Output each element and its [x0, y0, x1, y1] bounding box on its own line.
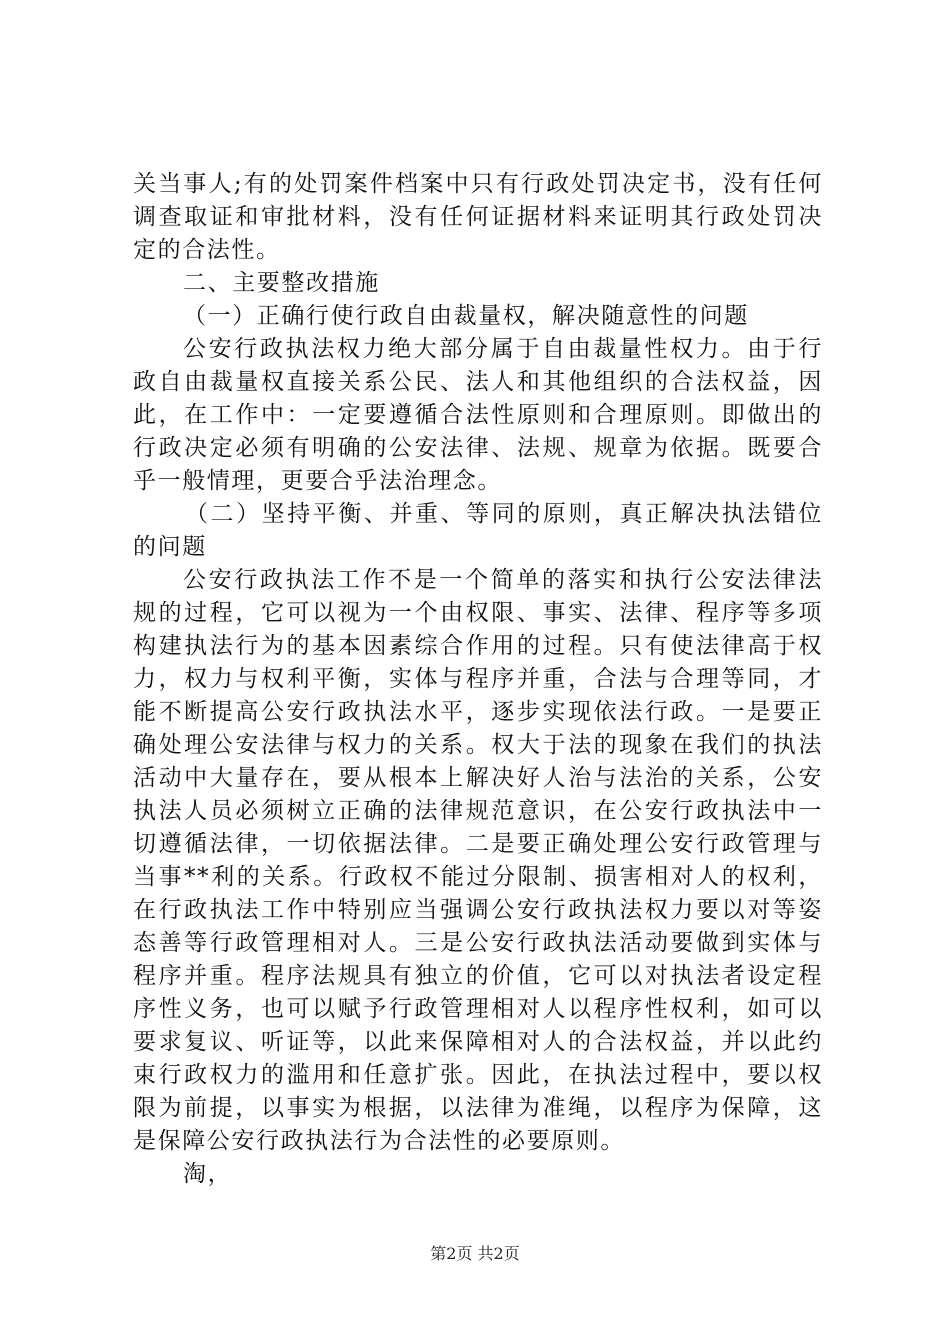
subsection-heading: （一）正确行使行政自由裁量权，解决随意性的问题 — [183, 303, 749, 329]
text-line: 是保障公安行政执法行为合法性的必要原则。 — [133, 1128, 625, 1154]
text-line: 程序并重。程序法规具有独立的价值，它可以对执法者设定程 — [133, 963, 823, 989]
section-heading: 二、主要整改措施 — [183, 270, 380, 296]
subsection-heading-continued: 的问题 — [133, 534, 207, 560]
text-line: 调查取证和审批材料，没有任何证据材料来证明其行政处罚决 — [133, 204, 823, 230]
text-line: 限为前提，以事实为根据，以法律为准绳，以程序为保障，这 — [133, 1095, 823, 1121]
text-line: 当事**利的关系。行政权不能过分限制、损害相对人的权利， — [133, 864, 823, 890]
text-line: 执法人员必须树立正确的法律规范意识，在公安行政执法中一 — [133, 798, 823, 824]
text-line: 构建执法行为的基本因素综合作用的过程。只有使法律高于权 — [133, 633, 823, 659]
text-line: 序性义务，也可以赋予行政管理相对人以程序性权利，如可以 — [133, 996, 823, 1022]
text-line: 政自由裁量权直接关系公民、法人和其他组织的合法权益，因 — [133, 369, 823, 395]
text-line: 确处理公安法律与权力的关系。权大于法的现象在我们的执法 — [133, 732, 823, 758]
text-line: 能不断提高公安行政执法水平，逐步实现依法行政。一是要正 — [133, 699, 823, 725]
text-line: 束行政权力的滥用和任意扩张。因此，在执法过程中，要以权 — [133, 1062, 823, 1088]
text-line: 公安行政执法工作不是一个简单的落实和执行公安法律法 — [183, 567, 823, 593]
text-line: 此，在工作中：一定要遵循合法性原则和合理原则。即做出的 — [133, 402, 823, 428]
text-line: 淘， — [183, 1161, 233, 1187]
text-line: 关当事人;有的处罚案件档案中只有行政处罚决定书，没有任何 — [133, 171, 823, 197]
text-line: 在行政执法工作中特别应当强调公安行政执法权力要以对等姿 — [133, 897, 823, 923]
text-line: 力，权力与权利平衡，实体与程序并重，合法与合理等同，才 — [133, 666, 823, 692]
text-line: 切遵循法律，一切依据法律。二是要正确处理公安行政管理与 — [133, 831, 823, 857]
text-line: 行政决定必须有明确的公安法律、法规、规章为依据。既要合 — [133, 435, 823, 461]
text-line: 活动中大量存在，要从根本上解决好人治与法治的关系，公安 — [133, 765, 823, 791]
text-line: 要求复议、听证等，以此来保障相对人的合法权益，并以此约 — [133, 1029, 823, 1055]
text-line: 态善等行政管理相对人。三是公安行政执法活动要做到实体与 — [133, 930, 823, 956]
text-line: 乎一般情理，更要合乎法治理念。 — [133, 468, 502, 494]
subsection-heading: （二）坚持平衡、并重、等同的原则，真正解决执法错位 — [185, 501, 823, 527]
page-number: 第2页 共2页 — [430, 1244, 520, 1263]
text-line: 公安行政执法权力绝大部分属于自由裁量性权力。由于行 — [183, 336, 823, 362]
text-line: 规的过程，它可以视为一个由权限、事实、法律、程序等多项 — [133, 600, 823, 626]
text-line: 定的合法性。 — [133, 237, 281, 263]
document-body — [133, 168, 823, 1191]
